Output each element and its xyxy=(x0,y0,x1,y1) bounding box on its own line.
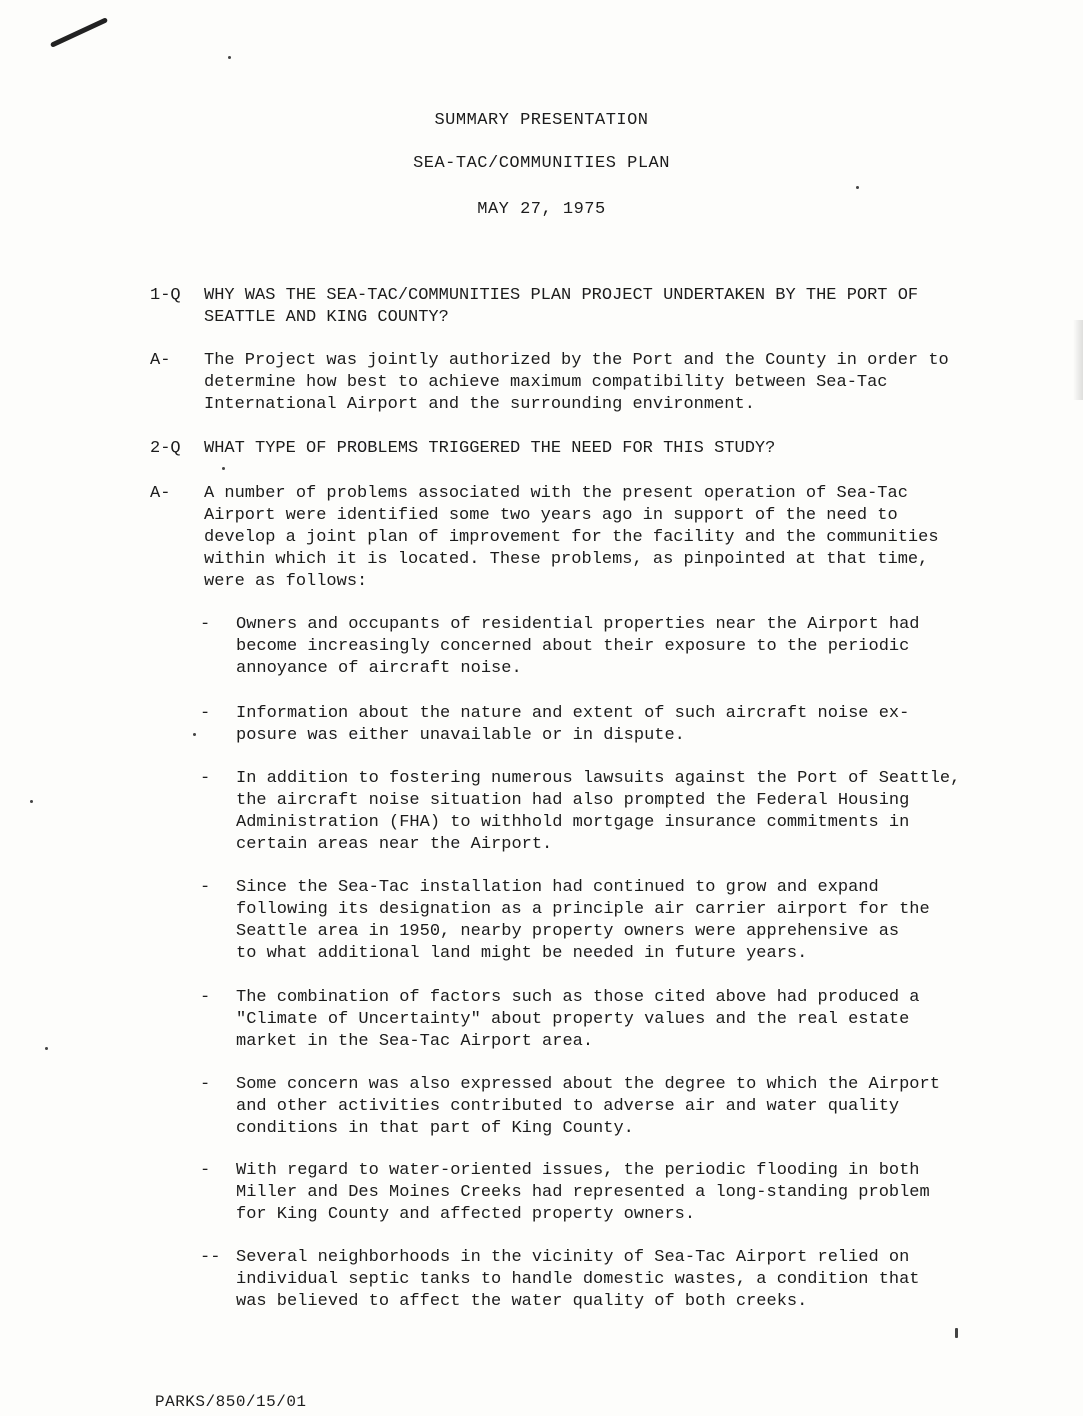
bullet-dash: - xyxy=(200,769,211,788)
question-text: WHAT TYPE OF PROBLEMS TRIGGERED THE NEED FOR THIS STUDY? xyxy=(204,439,776,458)
bullet-dash: - xyxy=(200,1075,211,1094)
bullet-item xyxy=(200,614,1000,680)
answer-2 xyxy=(150,483,1010,593)
answer-tag: A- xyxy=(150,351,171,370)
bullet-dash: - xyxy=(200,704,211,723)
scan-edge-shadow xyxy=(1073,320,1083,400)
bullet-text: In addition to fostering numerous lawsuits against the Port of Seattle, the aircraft noise situation had also prompted the Federal Housing Administration (FHA) to withhold mortgage insurance commitments in certain areas near the Airport. xyxy=(236,769,961,854)
answer-1 xyxy=(150,350,1010,416)
scan-speck xyxy=(193,733,196,736)
scan-speck xyxy=(222,467,225,470)
question-1 xyxy=(150,285,1010,329)
bullet-text: The combination of factors such as those cited above had produced a "Climate of Uncertainty" about property values and the real estate market in the Sea-Tac Airport area. xyxy=(236,988,920,1051)
bullet-item xyxy=(200,1160,1000,1226)
question-tag: 2-Q xyxy=(150,439,181,458)
bullet-dash: - xyxy=(200,878,211,897)
bullet-text: With regard to water-oriented issues, the periodic flooding in both Miller and Des Moines Creeks had represented a long-standing problem for King County and affected property owners. xyxy=(236,1161,930,1224)
question-2 xyxy=(150,438,1010,460)
question-text: WHY WAS THE SEA-TAC/COMMUNITIES PLAN PROJECT UNDERTAKEN BY THE PORT OF SEATTLE AND KING COUNTY? xyxy=(204,286,919,327)
bullet-item xyxy=(200,768,1000,856)
pen-mark xyxy=(50,17,108,48)
bullet-text: Information about the nature and extent of such aircraft noise ex- posure was either unavailable or in dispute. xyxy=(236,704,910,745)
bullet-item xyxy=(200,1074,1000,1140)
scan-speck xyxy=(30,800,33,803)
scan-speck xyxy=(856,186,859,189)
bullet-text: Since the Sea-Tac installation had continued to grow and expand following its designation as a principle air carrier airport for the Seattle area in 1950, nearby property owners were apprehensive as to what additional land might be needed in future years. xyxy=(236,878,930,963)
bullet-item xyxy=(200,877,1000,965)
scan-speck xyxy=(955,1328,958,1338)
document-title: SUMMARY PRESENTATION xyxy=(434,111,649,130)
bullet-item xyxy=(200,987,1000,1053)
scan-speck xyxy=(228,56,231,59)
bullet-text: Owners and occupants of residential properties near the Airport had become increasingly concerned about their exposure to the periodic annoyance of aircraft noise. xyxy=(236,615,920,678)
bullet-dash: -- xyxy=(200,1248,221,1267)
answer-tag: A- xyxy=(150,484,171,503)
question-tag: 1-Q xyxy=(150,286,181,305)
bullet-text: Several neighborhoods in the vicinity of Sea-Tac Airport relied on individual septic tanks to handle domestic wastes, a condition that was believed to affect the water quality of both creeks. xyxy=(236,1248,920,1311)
answer-text: A number of problems associated with the present operation of Sea-Tac Airport were identified some two years ago in support of the need to develop a joint plan of improvement for the facility and the communities within which it is located. These problems, as pinpointed at that time, were as follows: xyxy=(204,484,939,591)
bullet-item xyxy=(200,703,1000,747)
scan-speck xyxy=(45,1047,48,1050)
answer-text: The Project was jointly authorized by the Port and the County in order to determine how best to achieve maximum compatibility between Sea-Tac International Airport and the surrounding environment. xyxy=(204,351,949,414)
bullet-dash: - xyxy=(200,1161,211,1180)
bullet-dash: - xyxy=(200,615,211,634)
bullet-item xyxy=(200,1247,1000,1313)
archive-code: PARKS/850/15/01 xyxy=(155,1393,307,1411)
bullet-text: Some concern was also expressed about the degree to which the Airport and other activities contributed to adverse air and water quality conditions in that part of King County. xyxy=(236,1075,940,1138)
document-date: MAY 27, 1975 xyxy=(477,200,606,219)
document-subtitle: SEA-TAC/COMMUNITIES PLAN xyxy=(413,154,670,173)
bullet-dash: - xyxy=(200,988,211,1007)
